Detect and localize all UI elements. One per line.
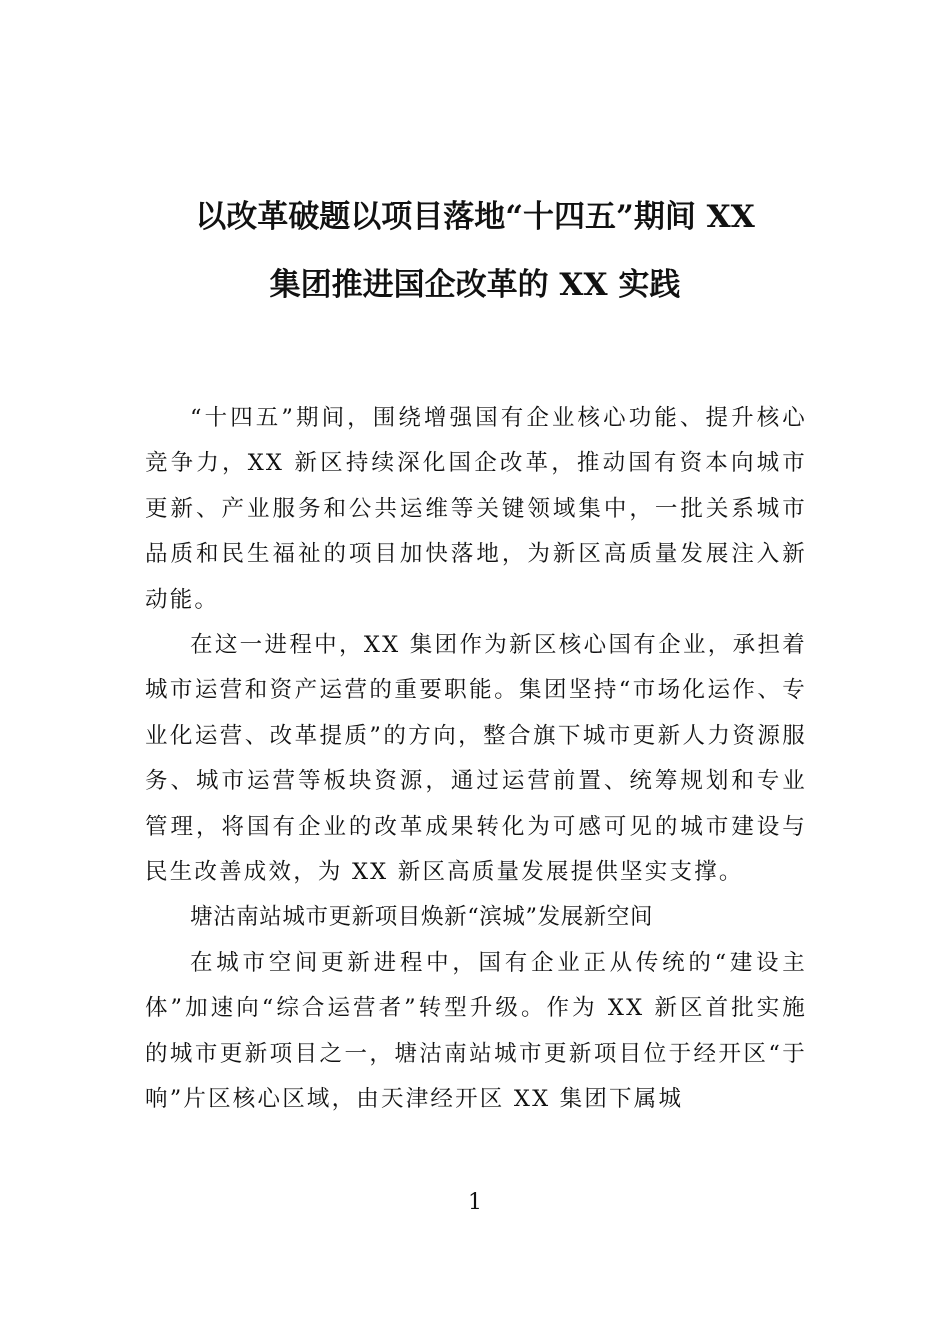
section-heading: 塘沽南站城市更新项目焕新“滨城”发展新空间 xyxy=(190,904,654,931)
paragraph-intro: “十四五”期间，围绕增强国有企业核心功能、提升核心竞争力，XX 新区持续深化国企改革，推动国有资本向城市更新、产业服务和公共运维等关键领域集中，一批关系城市品质和民生福祉的项目加快落地，为新区高质量发展注入新动能。 xyxy=(145,405,807,613)
title-line-2: 集团推进国企改革的 XX 实践 xyxy=(269,267,681,303)
paragraph-urban-renewal: 在城市空间更新进程中，国有企业正从传统的“建设主体”加速向“综合运营者”转型升级。作为 XX 新区首批实施的城市更新项目之一，塘沽南站城市更新项目位于经开区“于响”片区核心区域，由天津经开区 XX 集团下属城 xyxy=(145,949,807,1113)
document-title xyxy=(120,183,830,319)
page-number: 1 xyxy=(468,1190,482,1215)
document-body xyxy=(145,396,807,1123)
paragraph-group-role: 在这一进程中，XX 集团作为新区核心国有企业，承担着城市运营和资产运营的重要职能。集团坚持“市场化运作、专业化运营、改革提质”的方向，整合旗下城市更新人力资源服务、城市运营等板块资源，通过运营前置、统筹规划和专业管理，将国有企业的改革成果转化为可感可见的城市建设与民生改善成效，为 XX 新区高质量发展提供坚实支撑。 xyxy=(145,632,807,886)
title-line-1: 以改革破题以项目落地“十四五”期间 XX xyxy=(195,199,755,235)
